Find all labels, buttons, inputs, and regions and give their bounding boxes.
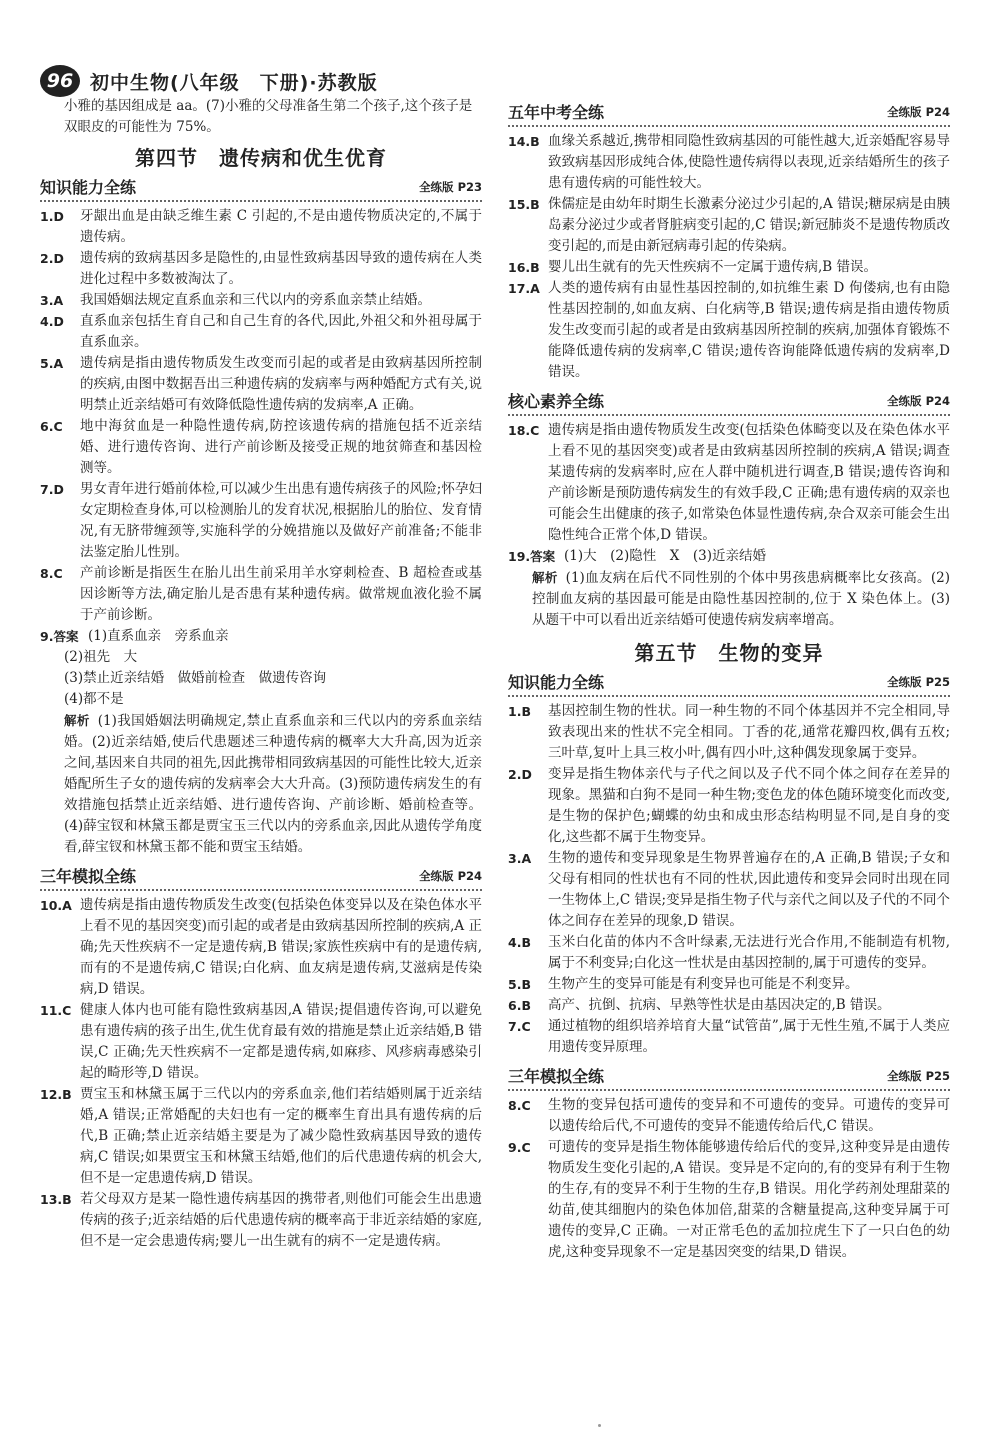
answer-number: 3.A [508,851,532,866]
answer-text: 生物的遗传和变异现象是生物界普遍存在的,A 正确,B 错误;子女和父母有相同的性状也有不同的性状,因此遗传和变异会同时出现在同一生物体上,C 错误;变异是指生物子代与亲代之间以及子代的不同个体之间存在差异的现象,D 错误。 [548,850,950,929]
answer-line: (1)大 (2)隐性 X (3)近亲结婚 [564,548,766,564]
answer-item [508,1095,950,1137]
answer-line: (1)直系血亲 旁系血亲 [88,628,229,644]
section-title-5: 第五节 生物的变异 [634,641,824,665]
answer-line: (3)禁止近亲结婚 做婚前检查 做遗传咨询 [64,670,327,686]
answer-item [40,1000,482,1084]
section-title-4: 第四节 遗传病和优生优育 [135,146,387,170]
answer-number: 1.D [40,209,64,224]
answer-number: 11.C [40,1003,72,1018]
answer-number: 4.D [40,314,64,329]
answer-item [508,257,950,278]
answer-list [40,206,482,858]
answer-text: 人类的遗传病有由显性基因控制的,如抗维生素 D 佝偻病,也有由隐性基因控制的,如血友病、白化病等,B 错误;遗传病是指由遗传物质发生改变而引起的或者是由致病基因所控制的疾病,加强体育锻炼不能降低遗传病的发病率,C 错误;遗传咨询能降低遗传病的发病率,D 错误。 [548,280,950,380]
subsection-title: 三年模拟全练 [40,867,137,886]
answer-item [508,420,950,546]
answer-text: 基因控制生物的性状。同一种生物的不同个体基因并不完全相同,导致表现出来的性状不完全相同。丁香的花,通常花瓣四枚,偶有五枚;三叶草,复叶上具三枚小叶,偶有四小叶,这种偶发现象属于变异。 [548,703,950,761]
answer-number: 6.B [508,998,531,1013]
page-number: 96 [40,65,80,97]
subsection-ref: 全练版 P23 [419,180,482,194]
answer-number: 17.A [508,281,540,296]
answer-number: 4.B [508,935,531,950]
answer-text: 产前诊断是指医生在胎儿出生前采用羊水穿刺检查、B 超检查或基因诊断等方法,确定胎儿是否患有某种遗传病。做常规血液化验不属于产前诊断。 [80,565,482,623]
subsection-header [40,866,482,891]
answer-item [40,311,482,353]
answer-number: 3.A [40,293,64,308]
answer-item [508,194,950,257]
answer-item [40,1189,482,1252]
answer-number: 18.C [508,423,540,438]
answer-number: 12.B [40,1087,72,1102]
answer-number: 2.D [508,767,532,782]
answer-number: 5.B [508,977,531,992]
answer-text: 健康人体内也可能有隐性致病基因,A 错误;提倡遗传咨询,可以避免患有遗传病的孩子出生,优生优育最有效的措施是禁止近亲结婚,B 错误,C 正确;先天性疾病不一定都是遗传病,如麻疹、风疹病毒感染引起的畸形等,D 错误。 [80,1002,482,1081]
subsection-ref: 全练版 P24 [887,105,950,119]
answer-number: 7.D [40,482,64,497]
answer-item [508,278,950,383]
answer-item [40,1084,482,1189]
explanation-label: 解析 [64,713,90,728]
answer-text: 直系血亲包括生育自己和自己生育的各代,因此,外祖父和外祖母属于直系血亲。 [80,313,482,350]
answer-text: 血缘关系越近,携带相同隐性致病基因的可能性越大,近亲婚配容易导致致病基因形成纯合体,使隐性遗传病得以表现,近亲结婚所生的孩子患有遗传病的可能性较大。 [548,133,950,191]
intro-text: 小雅的基因组成是 aa。(7)小雅的父母准备生第二个孩子,这个孩子是双眼皮的可能性为 75%。 [64,98,473,135]
answer-text: 遗传病的致病基因多是隐性的,由显性致病基因导致的遗传病在人类进化过程中多数被淘汰了。 [80,250,482,287]
answer-list [508,1095,950,1263]
subsection-header [40,177,482,202]
answer-text: 婴儿出生就有的先天性疾病不一定属于遗传病,B 错误。 [548,259,878,275]
answer-number: 6.C [40,419,63,434]
answer-text: 生物产生的变异可能是有利变异也可能是不利变异。 [548,976,859,992]
answer-text: 变异是指生物体亲代与子代之间以及子代不同个体之间存在差异的现象。黑猫和白狗不是同一种生物;变色龙的体色随环境变化而改变,是生物的保护色;蝴蝶的幼虫和成虫形态结构明显不同,是自身的变化,这些都不属于生物变异。 [548,766,950,845]
answer-number: 8.C [508,1098,531,1113]
answer-text: 我国婚姻法规定直系血亲和三代以内的旁系血亲禁止结婚。 [80,292,431,308]
answer-text: 生物的变异包括可遗传的变异和不可遗传的变异。可遗传的变异可以遗传给后代,不可遗传的变异不能遗传给后代,C 错误。 [548,1097,950,1134]
answer-text: 通过植物的组织培养培育大量“试管苗”,属于无性生殖,不属于人类应用遗传变异原理。 [548,1018,950,1055]
answer-text: 男女青年进行婚前体检,可以减少生出患有遗传病孩子的风险;怀孕妇女定期检查身体,可以检测胎儿的发育状况,根据胎儿的胎位、发育情况,有无脐带缠颈等,实施科学的分娩措施以及做好产前准备;不能非法鉴定胎儿性别。 [80,481,482,560]
answer-item-9 [40,626,482,858]
answer-number: 14.B [508,134,540,149]
answer-item [508,932,950,974]
right-column [508,96,950,1263]
answer-list [508,131,950,383]
left-column [40,96,482,1252]
answer-text: 贾宝玉和林黛玉属于三代以内的旁系血亲,他们若结婚则属于近亲结婚,A 错误;正常婚配的夫妇也有一定的概率生育出具有遗传病的后代,B 正确;禁止近亲结婚主要是为了减少隐性致病基因导致的遗传病,C 错误;如果贾宝玉和林黛玉结婚,他们的后代患遗传病的机会大,但不是一定患遗传病,D 错误。 [80,1086,482,1186]
answer-text: 玉米白化苗的体内不含叶绿素,无法进行光合作用,不能制造有机物,属于不利变异;白化这一性状是由基因控制的,属于可遗传的变异。 [548,934,950,971]
answer-number: 5.A [40,356,64,371]
subsection-title: 三年模拟全练 [508,1067,605,1086]
footer-dot [598,1424,601,1427]
subsection-header [508,672,950,697]
answer-item [508,1137,950,1263]
explanation-text: (1)血友病在后代不同性别的个体中男孩患病概率比女孩高。(2)控制血友病的基因最可能是由隐性基因控制的,位于 X 染色体上。(3)从题干中可以看出近亲结婚可使遗传病发病率增高。 [532,570,950,628]
answer-text: 侏儒症是由幼年时期生长激素分泌过少引起的,A 错误;糖尿病是由胰岛素分泌过少或者肾脏病变引起的,C 错误;新冠肺炎不是遗传物质改变引起的,而是由新冠病毒引起的传染病。 [548,196,950,254]
subsection-header [508,1066,950,1091]
explanation-label: 解析 [532,570,558,585]
answer-text: 高产、抗倒、抗病、早熟等性状是由基因决定的,B 错误。 [548,997,891,1013]
answer-item [508,764,950,848]
answer-item [40,206,482,248]
explanation [508,567,950,631]
answer-item [508,974,950,995]
answer-number: 9.答案 [40,629,79,644]
answer-item [40,248,482,290]
answer-text: 地中海贫血是一种隐性遗传病,防控该遗传病的措施包括不近亲结婚、进行遗传咨询、进行产前诊断及接受正规的地贫筛查和基因检测等。 [80,418,482,476]
answer-item [40,353,482,416]
answer-number: 13.B [40,1192,72,1207]
subsection-title: 五年中考全练 [508,103,605,122]
answer-number: 10.A [40,898,72,913]
page-header [40,62,378,100]
answer-text: 可遗传的变异是指生物体能够遗传给后代的变异,这种变异是由遗传物质发生变化引起的,A 错误。变异是不定向的,有的变异有利于生物的生存,有的变异不利于生物的生存,B 错误。用化学药剂处理甜菜的幼苗,使其细胞内的染色体加倍,甜菜的含糖量提高,这种变异属于可遗传的变异,C 正确。一对正常毛色的孟加拉虎生下了一只白色的幼虎,这种变异现象不一定是基因突变的结果,D 错误。 [548,1139,950,1260]
answer-line: (2)祖先 大 [64,649,138,665]
answer-item [40,290,482,311]
answer-item [40,416,482,479]
answer-number: 19.答案 [508,549,556,564]
answer-number: 7.C [508,1019,531,1034]
answer-text: 遗传病是指由遗传物质发生改变而引起的或者是由致病基因所控制的疾病,由图中数据吾出三种遗传病的发病率与两种婚配方式有关,说明禁止近亲结婚可有效降低隐性遗传病的发病率,A 正确。 [80,355,482,413]
answer-text: 遗传病是指由遗传物质发生改变(包括染色体畸变以及在染色体水平上看不见的基因突变)或者是由致病基因所控制的疾病,A 错误;调查某遗传病的发病率时,应在人群中随机进行调查,B 错误;遗传咨询和产前诊断是预防遗传病发生的有效手段,C 正确;患有遗传病的双亲也可能会生出健康的孩子,如常染色体显性遗传病,杂合双亲可能会生出隐性纯合正常个体,D 错误。 [548,422,950,543]
answer-item [40,895,482,1000]
answer-item-19 [508,546,950,631]
answer-number: 15.B [508,197,540,212]
answer-number: 1.B [508,704,531,719]
subsection-title: 知识能力全练 [40,178,137,197]
answer-text: 牙龈出血是由缺乏维生素 C 引起的,不是由遗传物质决定的,不属于遗传病。 [80,208,482,245]
answer-line: (4)都不是 [64,691,124,707]
subsection-title: 核心素养全练 [508,392,605,411]
answer-text: 遗传病是指由遗传物质发生改变(包括染色体变异以及在染色体水平上看不见的基因突变)而引起的或者是由致病基因所控制的疾病,A 正确;先天性疾病不一定是遗传病,B 错误;家族性疾病中有的是遗传病,而有的不是遗传病,C 错误;白化病、血友病是遗传病,艾滋病是传染病,D 错误。 [80,897,482,997]
answer-list [508,420,950,631]
answer-number: 8.C [40,566,63,581]
subsection-ref: 全练版 P24 [419,869,482,883]
answer-list [40,895,482,1252]
answer-number: 9.C [508,1140,531,1155]
subsection-title: 知识能力全练 [508,673,605,692]
answer-item [508,848,950,932]
answer-item [508,701,950,764]
answer-item [40,479,482,563]
answer-number: 16.B [508,260,540,275]
answer-item [508,1016,950,1058]
answer-item [508,131,950,194]
subsection-ref: 全练版 P25 [887,1069,950,1083]
subsection-header [508,391,950,416]
subsection-header [508,102,950,127]
answer-item [508,995,950,1016]
book-title: 初中生物(八年级 下册)·苏教版 [90,71,378,94]
subsection-ref: 全练版 P24 [887,394,950,408]
answer-item [40,563,482,626]
answer-text: 若父母双方是某一隐性遗传病基因的携带者,则他们可能会生出患遗传病的孩子;近亲结婚的后代患遗传病的概率高于非近亲结婚的家庭,但不是一定会患遗传病;婴儿一出生就有的病不一定是遗传病。 [80,1191,482,1249]
answer-number: 2.D [40,251,64,266]
subsection-ref: 全练版 P25 [887,675,950,689]
explanation-text: (1)我国婚姻法明确规定,禁止直系血亲和三代以内的旁系血亲结婚。(2)近亲结婚,使后代患题述三种遗传病的概率大大升高,因为近亲之间,基因来自共同的祖先,因此携带相同致病基因的可能性比较大,近亲婚配所生子女的遗传病的发病率会大大升高。(3)预防遗传病发生的有效措施包括禁止近亲结婚、进行遗传咨询、产前诊断、婚前检查等。(4)薛宝钗和林黛玉都是贾宝玉三代以内的旁系血亲,因此从遗传学角度看,薛宝钗和林黛玉都不能和贾宝玉结婚。 [64,713,482,855]
explanation [40,710,482,858]
answer-list [508,701,950,1058]
